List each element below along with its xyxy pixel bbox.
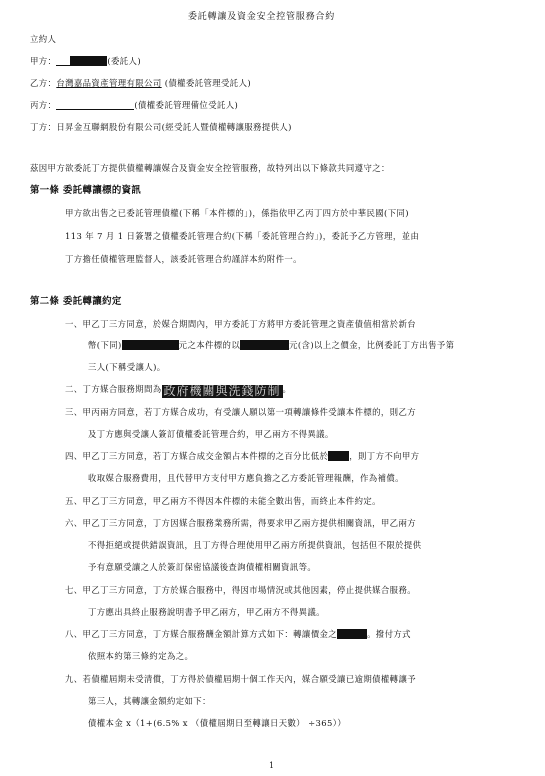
party-b-line (30, 78, 251, 89)
article-1-line-1: 甲方欲出售之已委託管理債權(下稱「本件標的」)，係指依甲乙丙丁四方於中華民國(下同) (65, 208, 409, 218)
clause-1-price-redaction (240, 340, 289, 350)
clause-1-amount-redaction (122, 340, 179, 350)
clause-5-line: 五、甲乙丁三方同意，甲乙兩方不得因本件標的未能全數出售，而終止本件約定。 (65, 496, 381, 506)
document-title: 委託轉讓及資金安全控管服務合約 (188, 12, 336, 22)
clause-2-watermark: 政府機關與洗錢防制 (163, 384, 281, 398)
clause-6-line-1: 六、甲乙丁三方同意，丁方因媒合服務業務所需，得要求甲乙兩方提供相關資訊，甲乙兩方 (65, 518, 416, 528)
article-1-line-2: 113 年 7 月 1 日簽署之債權委託管理合約(下稱「委託管理合約」)，委託予乙方管理，並由 (65, 231, 420, 241)
party-c-role: (債權委託管理備位受託人) (134, 100, 239, 110)
clause-2-line (65, 384, 291, 398)
party-b-role: (債權委託管理受託人) (164, 78, 252, 88)
clause-3-line-1: 三、甲丙兩方同意，若丁方媒合成功，有受讓人願以第一項轉讓條件受讓本件標的，則乙方 (65, 407, 416, 417)
clause-2-text: 二、丁方媒合服務期間為 (65, 384, 162, 394)
preamble: 茲因甲方欲委託丁方提供債權轉讓媒合及資金安全控管服務，故特列出以下條款共同遵守之： (30, 163, 390, 173)
party-c-blank (56, 100, 134, 110)
clause-3-line-2: 及丁方應與受讓人簽訂債權委託管理合約，甲乙兩方不得異議。 (88, 429, 334, 439)
parties-heading: 立約人 (30, 34, 57, 44)
clause-4-percent-redaction (328, 451, 349, 461)
clause-8-post-text: 。撥付方式 (367, 629, 411, 639)
clause-8-line-1 (65, 629, 411, 640)
clause-7-line-2: 丁方應出具終止服務說明書予甲乙兩方，甲乙兩方不得異議。 (88, 607, 325, 617)
transfer-formula: 債權本金 x（1+(6.5% x （債權屆期日至轉讓日天數） ÷365）） (88, 718, 347, 728)
clause-4-text: 四、甲乙丁三方同意，若丁方媒合成交金額占本件標的之百分比低於 (65, 451, 329, 461)
article-1-heading: 第一條 委託轉讓標的資訊 (30, 185, 142, 196)
party-b-prefix: 乙方： (30, 78, 57, 88)
party-d-line: 丁方：日昇金互聯網股份有限公司(經受託人暨債權轉讓服務提供人) (30, 122, 292, 132)
party-a-role: (委託人) (107, 56, 141, 66)
page-number: 1 (269, 761, 275, 770)
article-2-heading: 第二條 委託轉讓約定 (30, 296, 122, 307)
clause-7-line-1: 七、甲乙丁三方同意，丁方於媒合服務中，得因市場情況或其他因素，停止提供媒合服務。 (65, 585, 416, 595)
clause-6-line-2: 不得拒絕或提供錯誤資訊，且丁方得合理使用甲乙兩方所提供資訊，包括但不限於提供 (88, 540, 422, 550)
party-a-line (30, 56, 141, 67)
clause-9-line-2: 第三人，其轉讓金額約定如下： (88, 696, 211, 706)
clause-1-line-1: 一、甲乙丁三方同意，於媒合期間內，甲方委託丁方將甲方委託管理之資產債值相當於新台 (65, 319, 416, 329)
clause-4-line-2: 收取媒合服務費用，且代替甲方支付甲方應負擔之乙方委託管理報酬，作為補償。 (88, 473, 404, 483)
clause-8-text: 八、甲乙丁三方同意，丁方媒合服務酬金額計算方式如下：轉讓價金之 (65, 629, 338, 639)
party-a-redaction (70, 56, 107, 66)
clause-1-line-3: 三人(下稱受讓人)。 (88, 362, 166, 372)
clause-8-line-2: 依照本約第三條約定為之。 (88, 651, 194, 661)
clause-6-line-3: 予有意願受讓之人於簽訂保密協議後查詢債權相關資訊等。 (88, 562, 317, 572)
clause-4-post-text: ，則丁方不向甲方 (349, 451, 420, 461)
party-a-prefix: 甲方： (30, 56, 57, 66)
party-c-line (30, 100, 238, 111)
party-c-prefix: 丙方： (30, 100, 57, 110)
article-1-line-3: 丁方擔任債權管理監督人，該委託管理合約謹詳本約附件一。 (65, 254, 302, 264)
clause-1-currency-label: 幣(下同) (88, 340, 122, 350)
clause-8-fee-redaction (337, 629, 367, 639)
party-b-company: 台灣嘉品資產管理有限公司 (56, 78, 162, 88)
clause-9-line-1: 九、若債權屆期未受清償，丁方得於債權屆期十個工作天內，媒合願受讓已逾期債權轉讓予 (65, 674, 416, 684)
clause-4-line-1 (65, 451, 419, 462)
clause-2-end: 。 (282, 384, 292, 394)
clause-1-line-2 (88, 340, 454, 351)
clause-1-mid-text: 元之本件標的以 (178, 340, 241, 350)
clause-1-post-text: 元(含)以上之價金，比例委託丁方出售予第 (289, 340, 455, 350)
party-a-blank (56, 56, 70, 66)
